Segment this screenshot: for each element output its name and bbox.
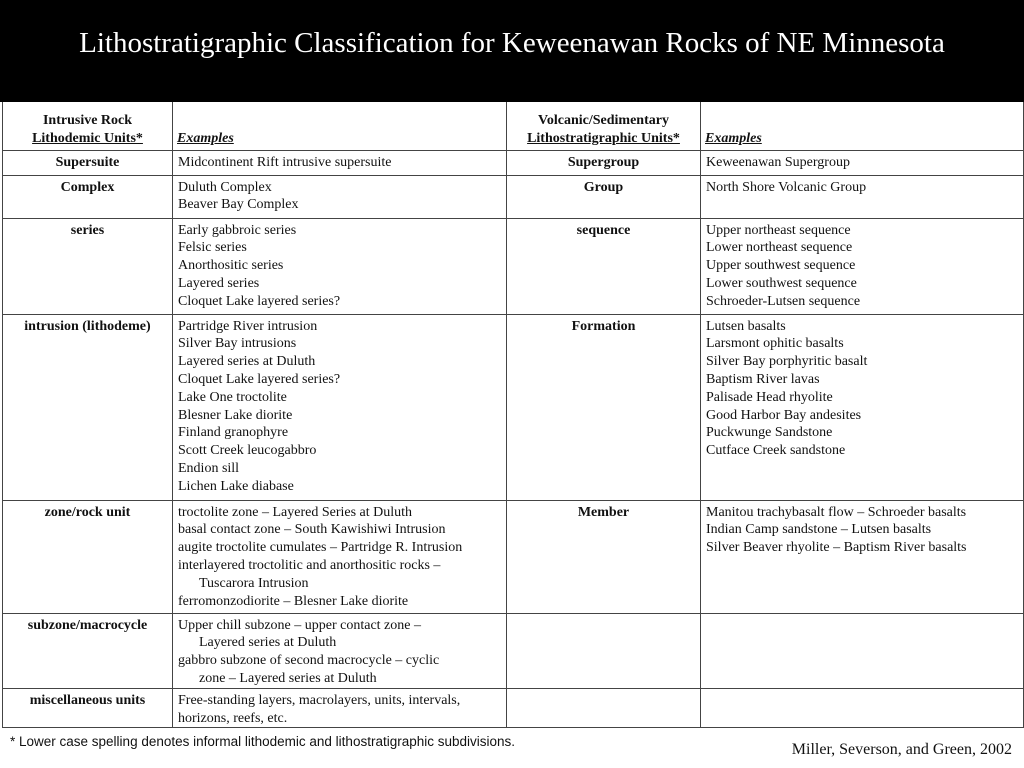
example-line: Puckwunge Sandstone bbox=[706, 425, 833, 441]
header-volcanic-units bbox=[507, 102, 701, 150]
intrusive-unit-cell: Complex bbox=[3, 175, 173, 218]
example-line: Indian Camp sandstone – Lutsen basalts bbox=[706, 522, 932, 538]
example-line: interlayered troctolitic and anorthositic rocks – bbox=[178, 557, 441, 573]
volcanic-unit-cell: Member bbox=[507, 500, 701, 613]
intrusive-unit-cell: zone/rock unit bbox=[3, 500, 173, 613]
intrusive-examples-cell bbox=[173, 218, 507, 314]
classification-table-container bbox=[2, 102, 1023, 728]
header-examples-volcanic-label: Examples bbox=[705, 130, 762, 146]
volcanic-unit-cell: sequence bbox=[507, 218, 701, 314]
volcanic-unit-cell: Group bbox=[507, 175, 701, 218]
example-line: Lake One troctolite bbox=[178, 389, 287, 405]
example-line: Manitou trachybasalt flow – Schroeder basalts bbox=[706, 504, 967, 520]
example-line: gabbro subzone of second macrocycle – cyclic bbox=[178, 653, 440, 669]
volcanic-unit-cell bbox=[507, 688, 701, 728]
intrusive-examples-cell bbox=[173, 175, 507, 218]
header-volcanic-line1: Volcanic/Sedimentary bbox=[538, 113, 669, 128]
header-intrusive-line2: Lithodemic Units* bbox=[32, 130, 143, 146]
volcanic-unit-cell: Formation bbox=[507, 314, 701, 500]
example-line: Free-standing layers, macrolayers, units, intervals, bbox=[178, 692, 461, 708]
example-line: Beaver Bay Complex bbox=[178, 197, 299, 213]
classification-table bbox=[2, 102, 1024, 728]
example-line: Early gabbroic series bbox=[178, 222, 297, 238]
header-examples-volcanic bbox=[701, 102, 1024, 150]
example-line: Upper southwest sequence bbox=[706, 258, 856, 274]
example-line: Endion sill bbox=[178, 460, 240, 476]
example-line: Layered series at Duluth bbox=[178, 354, 316, 370]
table-row bbox=[3, 500, 1024, 613]
example-line: Felsic series bbox=[178, 240, 247, 256]
example-line: Schroeder-Lutsen sequence bbox=[706, 293, 861, 309]
table-row bbox=[3, 175, 1024, 218]
example-line: Layered series at Duluth bbox=[199, 635, 337, 651]
header-examples-intrusive-label: Examples bbox=[177, 130, 234, 146]
example-line: troctolite zone – Layered Series at Duluth bbox=[178, 504, 413, 520]
example-line: Larsmont ophitic basalts bbox=[706, 336, 844, 352]
intrusive-unit-cell: intrusion (lithodeme) bbox=[3, 314, 173, 500]
table-row bbox=[3, 218, 1024, 314]
table-row bbox=[3, 314, 1024, 500]
volcanic-examples-cell bbox=[701, 218, 1024, 314]
example-line: Good Harbor Bay andesites bbox=[706, 407, 862, 423]
footnote: * Lower case spelling denotes informal lithodemic and lithostratigraphic subdivisions. bbox=[10, 734, 516, 749]
volcanic-examples-cell bbox=[701, 688, 1024, 728]
table-body bbox=[3, 150, 1024, 728]
example-line: Silver Bay intrusions bbox=[178, 336, 297, 352]
example-line: Cloquet Lake layered series? bbox=[178, 293, 341, 309]
intrusive-unit-cell: miscellaneous units bbox=[3, 688, 173, 728]
page-title: Lithostratigraphic Classification for Keweenawan Rocks of NE Minnesota bbox=[79, 26, 945, 59]
example-line: Layered series bbox=[178, 275, 260, 291]
example-line: Silver Bay porphyritic basalt bbox=[706, 354, 868, 370]
example-line: Partridge River intrusion bbox=[178, 318, 318, 334]
example-line: Cloquet Lake layered series? bbox=[178, 371, 341, 387]
volcanic-unit-cell: Supergroup bbox=[507, 150, 701, 175]
intrusive-examples-cell bbox=[173, 150, 507, 175]
intrusive-unit-cell: subzone/macrocycle bbox=[3, 613, 173, 688]
example-line: Lutsen basalts bbox=[706, 318, 786, 334]
example-line: augite troctolite cumulates – Partridge R. Intrusion bbox=[178, 540, 463, 556]
title-bar bbox=[0, 0, 1024, 102]
example-line: Upper chill subzone – upper contact zone – bbox=[178, 617, 421, 633]
example-line: Keweenawan Supergroup bbox=[706, 154, 850, 170]
example-line: Baptism River lavas bbox=[706, 371, 820, 387]
example-line: Lower southwest sequence bbox=[706, 275, 857, 291]
example-line: Silver Beaver rhyolite – Baptism River basalts bbox=[706, 540, 967, 556]
example-line: Finland granophyre bbox=[178, 425, 289, 441]
volcanic-unit-cell bbox=[507, 613, 701, 688]
example-line: Lichen Lake diabase bbox=[178, 478, 294, 494]
example-line: Midcontinent Rift intrusive supersuite bbox=[178, 154, 392, 170]
example-line: ferromonzodiorite – Blesner Lake diorite bbox=[178, 593, 409, 609]
header-volcanic-line2: Lithostratigraphic Units* bbox=[527, 130, 680, 146]
volcanic-examples-cell bbox=[701, 500, 1024, 613]
example-line: Duluth Complex bbox=[178, 179, 272, 195]
intrusive-examples-cell bbox=[173, 314, 507, 500]
example-line: zone – Layered series at Duluth bbox=[199, 670, 377, 686]
header-intrusive-line1: Intrusive Rock bbox=[42, 113, 133, 128]
header-intrusive-units bbox=[3, 102, 173, 150]
example-line: Cutface Creek sandstone bbox=[706, 443, 846, 459]
example-line: horizons, reefs, etc. bbox=[178, 710, 288, 726]
example-line: North Shore Volcanic Group bbox=[706, 179, 867, 195]
table-row bbox=[3, 688, 1024, 728]
volcanic-examples-cell bbox=[701, 175, 1024, 218]
example-line: Anorthositic series bbox=[178, 258, 284, 274]
volcanic-examples-cell bbox=[701, 150, 1024, 175]
example-line: Palisade Head rhyolite bbox=[706, 389, 833, 405]
example-line: Scott Creek leucogabbro bbox=[178, 443, 317, 459]
example-line: Upper northeast sequence bbox=[706, 222, 851, 238]
table-row bbox=[3, 613, 1024, 688]
intrusive-examples-cell bbox=[173, 500, 507, 613]
example-line: basal contact zone – South Kawishiwi Intrusion bbox=[178, 522, 446, 538]
intrusive-examples-cell bbox=[173, 688, 507, 728]
header-examples-intrusive bbox=[173, 102, 507, 150]
example-line: Tuscarora Intrusion bbox=[199, 575, 309, 591]
example-line: Lower northeast sequence bbox=[706, 240, 853, 256]
table-header-row bbox=[3, 102, 1024, 150]
intrusive-examples-cell bbox=[173, 613, 507, 688]
intrusive-unit-cell: series bbox=[3, 218, 173, 314]
table-row bbox=[3, 150, 1024, 175]
intrusive-unit-cell: Supersuite bbox=[3, 150, 173, 175]
citation-credit: Miller, Severson, and Green, 2002 bbox=[791, 741, 1012, 758]
example-line: Blesner Lake diorite bbox=[178, 407, 293, 423]
volcanic-examples-cell bbox=[701, 314, 1024, 500]
volcanic-examples-cell bbox=[701, 613, 1024, 688]
